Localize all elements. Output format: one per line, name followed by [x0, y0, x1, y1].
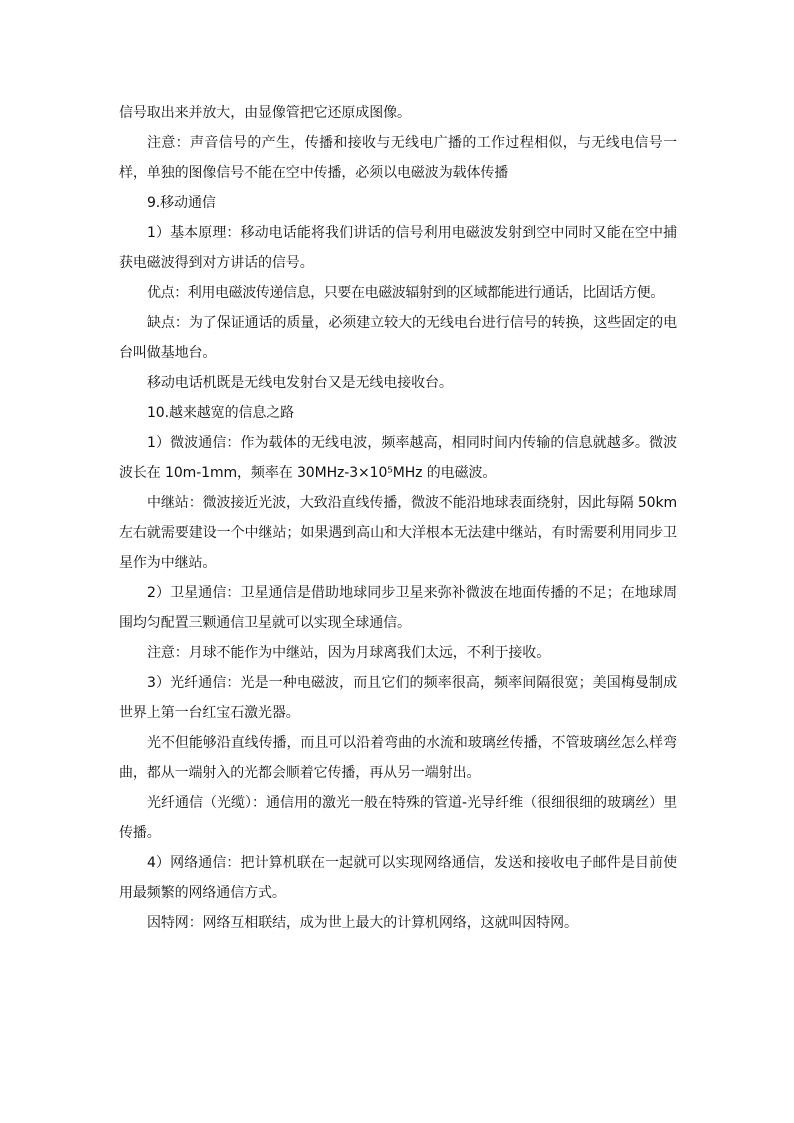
paragraph-basic-principle: 1）基本原理：移动电话能将我们讲话的信号利用电磁波发射到空中同时又能在空中捕获电磁波得到对方讲话的信号。 [119, 225, 677, 271]
paragraph-network: 4）网络通信：把计算机联在一起就可以实现网络通信，发送和接收电子邮件是目前使用最频繁的网络通信方式。 [119, 855, 677, 901]
paragraph-note-tv: 注意：声音信号的产生，传播和接收与无线电广播的工作过程相似，与无线电信号一样，单独的图像信号不能在空中传播，必须以电磁波为载体传播 [119, 135, 677, 181]
paragraph-continuation: 信号取出来并放大，由显像管把它还原成图像。 [119, 105, 411, 121]
paragraph-light-propagation: 光不但能够沿直线传播，而且可以沿着弯曲的水流和玻璃丝传播，不管玻璃丝怎么样弯曲，都从一端射入的光都会顺着它传播，再从另一端射出。 [119, 735, 677, 781]
paragraph-microwave: 1）微波通信：作为载体的无线电波，频率越高，相同时间内传输的信息就越多。微波波长在 10m-1mm，频率在 30MHz-3×10⁵MHz 的电磁波。 [119, 435, 677, 481]
paragraph-mobile-phone: 移动电话机既是无线电发射台又是无线电接收台。 [147, 375, 453, 391]
heading-mobile-communication: 9.移动通信 [147, 195, 216, 211]
paragraph-satellite: 2）卫星通信：卫星通信是借助地球同步卫星来弥补微波在地面传播的不足；在地球周围均匀配置三颗通信卫星就可以实现全球通信。 [119, 585, 677, 631]
paragraph-fiber-cable: 光纤通信（光缆）：通信用的激光一般在特殊的管道-光导纤维（很细很细的玻璃丝）里传播。 [119, 795, 677, 841]
paragraph-disadvantage: 缺点：为了保证通话的质量，必须建立较大的无线电台进行信号的转换，这些固定的电台叫做基地台。 [119, 315, 677, 361]
paragraph-optical-fiber: 3）光纤通信：光是一种电磁波，而且它们的频率很高，频率间隔很宽；美国梅曼制成世界上第一台红宝石激光器。 [119, 675, 677, 721]
paragraph-advantage: 优点：利用电磁波传递信息，只要在电磁波辐射到的区域都能进行通话，比固话方便。 [147, 285, 664, 301]
document-body [119, 98, 677, 938]
paragraph-relay-station: 中继站：微波接近光波，大致沿直线传播，微波不能沿地球表面绕射，因此每隔 50km 左右就需要建设一个中继站；如果遇到高山和大洋根本无法建中继站，有时需要利用同步卫星作为中继站。 [119, 495, 678, 571]
heading-information-road: 10.越来越宽的信息之路 [147, 405, 295, 421]
paragraph-internet: 因特网：网络互相联结，成为世上最大的计算机网络，这就叫因特网。 [147, 915, 578, 931]
paragraph-note-moon: 注意：月球不能作为中继站，因为月球离我们太远，不利于接收。 [147, 645, 551, 661]
